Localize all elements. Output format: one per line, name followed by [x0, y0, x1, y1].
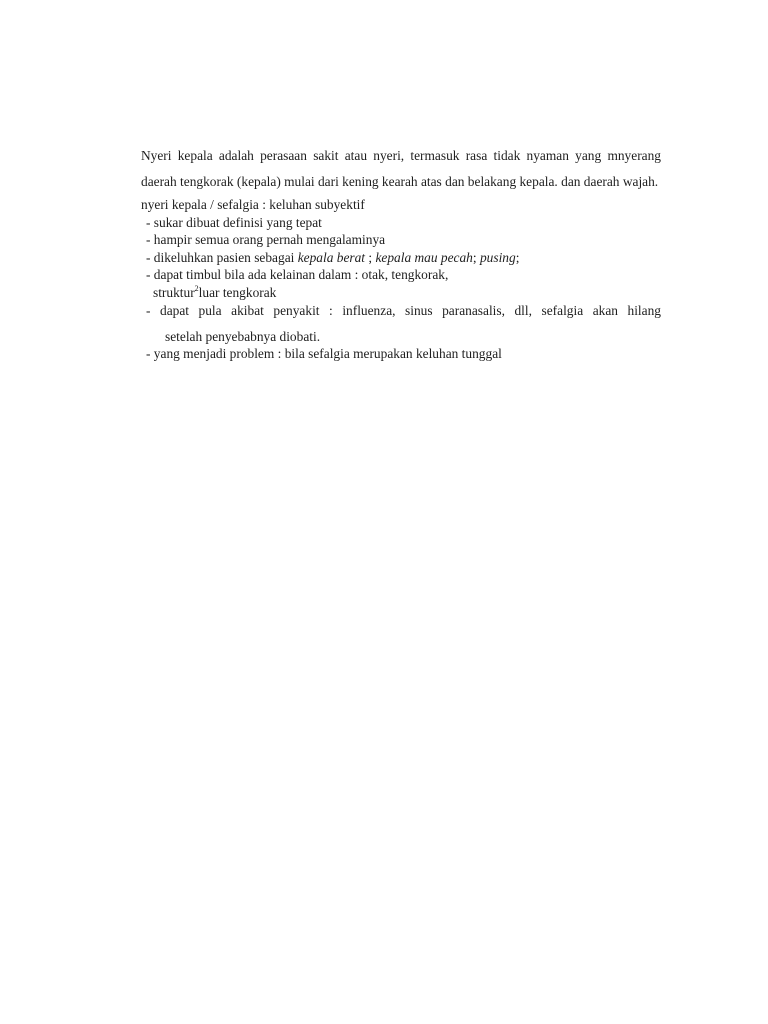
italic-term: kepala mau pecah: [375, 249, 473, 265]
document-text: [141, 143, 661, 363]
separator: ;: [472, 249, 480, 265]
item-text: - dikeluhkan pasien sebagai: [146, 249, 298, 265]
separator: ;: [515, 249, 520, 265]
intro-paragraph: Nyeri kepala adalah perasaan sakit atau nyeri, termasuk rasa tidak nyaman yang mnyerang daerah tengkorak (kepala) mulai dari kening kearah atas dan belakang kepala. dan daerah wajah.: [141, 148, 661, 189]
list-item: [141, 249, 661, 267]
list-item: - yang menjadi problem : bila sefalgia merupakan keluhan tunggal: [146, 346, 502, 361]
heading-line: nyeri kepala / sefalgia : keluhan subyektif: [141, 197, 365, 212]
list-item-continuation: setelah penyebabnya diobati.: [165, 328, 321, 344]
item-text: struktur: [153, 284, 195, 300]
list-item: [141, 302, 661, 345]
list-item: - hampir semua orang pernah mengalaminya: [146, 232, 386, 247]
list-item-continuation: [141, 284, 661, 302]
item-text: luar tengkorak: [198, 284, 277, 300]
list-item: - sukar dibuat definisi yang tepat: [146, 214, 322, 230]
italic-term: kepala berat: [297, 249, 366, 265]
separator: ;: [365, 249, 376, 265]
item-text: - dapat pula akibat penyakit : influenza, sinus paranasalis, dll, sefalgia akan hilang: [146, 303, 661, 318]
italic-term: pusing: [479, 249, 516, 265]
list-item: - dapat timbul bila ada kelainan dalam : otak, tengkorak,: [146, 267, 449, 282]
superscript: 2: [194, 283, 199, 293]
